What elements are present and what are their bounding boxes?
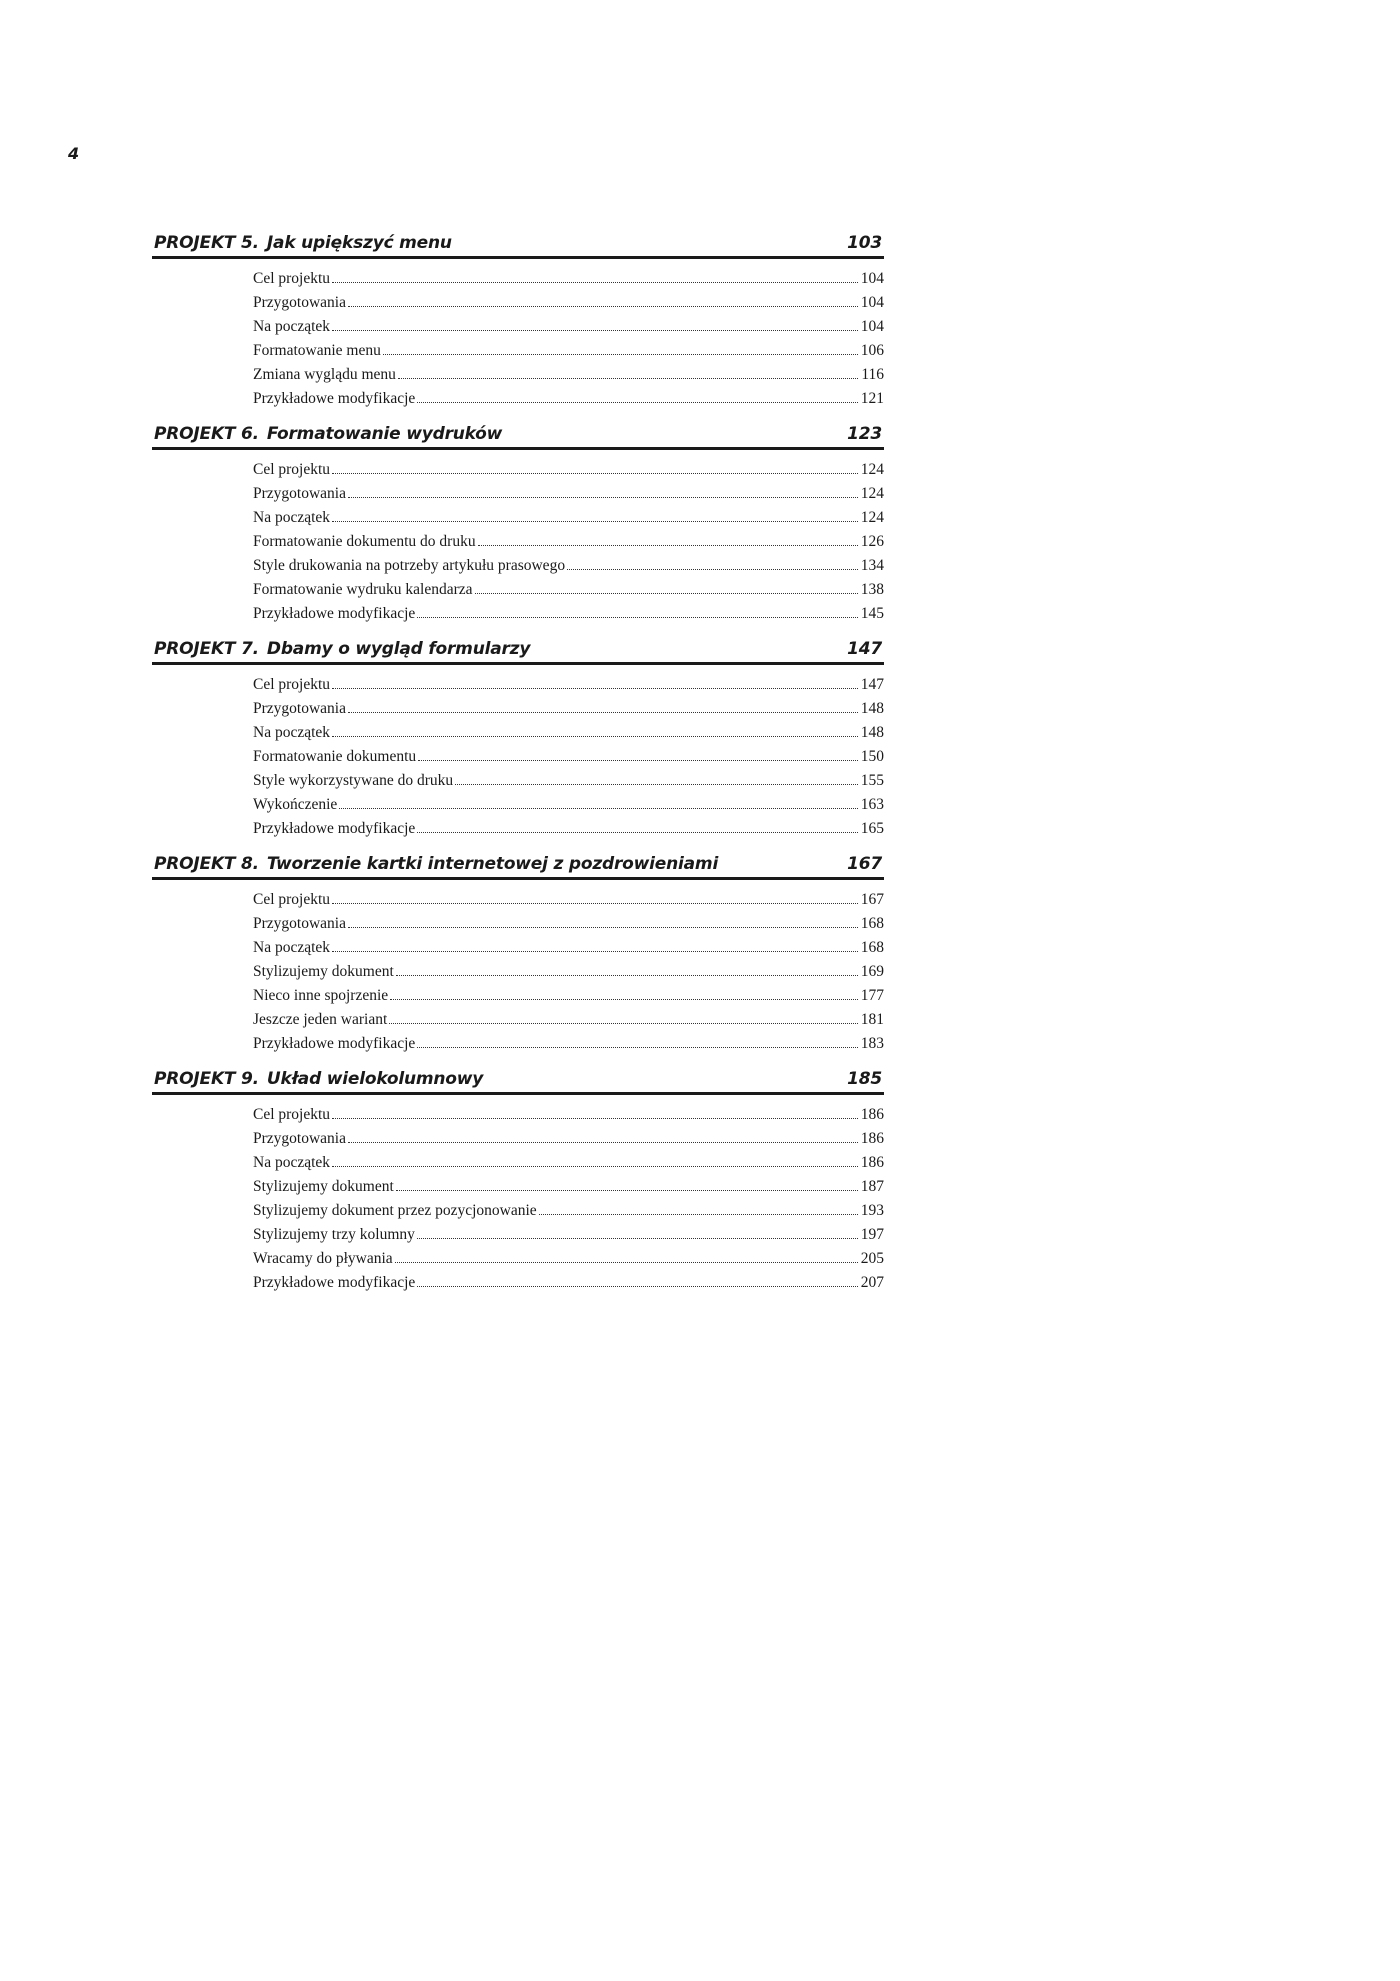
entry-title: Stylizujemy trzy kolumny: [253, 1226, 415, 1243]
dot-leader: [339, 807, 858, 809]
entry-page-number: 193: [860, 1202, 884, 1219]
entry-page-number: 124: [860, 461, 884, 478]
dot-leader: [348, 711, 858, 713]
project-title: Formatowanie wydruków: [266, 424, 503, 444]
dot-leader: [332, 687, 858, 689]
project-title: Układ wielokolumnowy: [266, 1069, 484, 1089]
dot-leader: [478, 544, 858, 546]
dot-leader: [395, 1261, 858, 1263]
entry-page-number: 116: [861, 366, 884, 383]
toc-entry: [253, 339, 884, 363]
entry-title: Cel projektu: [253, 891, 331, 908]
dot-leader: [348, 496, 858, 498]
toc-entry: [253, 960, 884, 984]
toc-entry: [253, 1151, 884, 1175]
entry-page-number: 197: [860, 1226, 884, 1243]
page-number: 4: [68, 144, 80, 163]
entry-page-number: 169: [860, 963, 884, 980]
entry-page-number: 106: [860, 342, 884, 359]
entry-title: Formatowanie wydruku kalendarza: [253, 581, 473, 598]
toc-entry: [253, 1032, 884, 1056]
project-heading: [152, 421, 884, 450]
entry-title: Stylizujemy dokument: [253, 1178, 394, 1195]
entry-page-number: 150: [860, 748, 884, 765]
toc-entry: [253, 267, 884, 291]
dot-leader: [348, 926, 858, 928]
entry-title: Przygotowania: [253, 485, 346, 502]
toc-entry: [253, 1271, 884, 1295]
entry-title: Cel projektu: [253, 461, 331, 478]
entry-page-number: 168: [860, 915, 884, 932]
toc-entry: [253, 578, 884, 602]
entry-list: [152, 888, 884, 1056]
entry-page-number: 163: [860, 796, 884, 813]
toc-entry: [253, 1127, 884, 1151]
entry-page-number: 187: [860, 1178, 884, 1195]
entry-title: Przygotowania: [253, 700, 346, 717]
project-title: Tworzenie kartki internetowej z pozdrowieniami: [266, 854, 719, 874]
dot-leader: [475, 592, 858, 594]
entry-page-number: 183: [860, 1035, 884, 1052]
entry-title: Stylizujemy dokument: [253, 963, 394, 980]
toc-entry: [253, 602, 884, 626]
dot-leader: [390, 998, 858, 1000]
toc-entry: [253, 1103, 884, 1127]
entry-title: Przykładowe modyfikacje: [253, 1274, 416, 1291]
entry-page-number: 186: [860, 1130, 884, 1147]
entry-page-number: 124: [860, 509, 884, 526]
entry-title: Cel projektu: [253, 676, 331, 693]
project-section: [152, 230, 884, 411]
toc-entry: [253, 769, 884, 793]
entry-title: Wracamy do pływania: [253, 1250, 393, 1267]
dot-leader: [396, 974, 858, 976]
project-label: PROJEKT 6.: [154, 424, 259, 444]
entry-title: Na początek: [253, 724, 331, 741]
project-heading: [152, 636, 884, 665]
toc-entry: [253, 1223, 884, 1247]
entry-page-number: 186: [860, 1154, 884, 1171]
entry-page-number: 167: [860, 891, 884, 908]
dot-leader: [332, 950, 858, 952]
dot-leader: [398, 377, 858, 379]
entry-title: Jeszcze jeden wariant: [253, 1011, 388, 1028]
dot-leader: [417, 616, 858, 618]
toc-entry: [253, 363, 884, 387]
entry-list: [152, 267, 884, 411]
entry-title: Przykładowe modyfikacje: [253, 1035, 416, 1052]
project-page-number: 103: [847, 233, 882, 253]
entry-title: Na początek: [253, 1154, 331, 1171]
entry-title: Stylizujemy dokument przez pozycjonowanie: [253, 1202, 537, 1219]
project-page-number: 147: [847, 639, 882, 659]
dot-leader: [396, 1189, 858, 1191]
entry-page-number: 121: [860, 390, 884, 407]
toc-entry: [253, 291, 884, 315]
entry-page-number: 126: [860, 533, 884, 550]
dot-leader: [389, 1022, 858, 1024]
project-page-number: 123: [847, 424, 882, 444]
project-section: [152, 1066, 884, 1295]
entry-list: [152, 673, 884, 841]
entry-page-number: 148: [860, 700, 884, 717]
dot-leader: [332, 520, 858, 522]
dot-leader: [332, 472, 858, 474]
project-page-number: 167: [847, 854, 882, 874]
toc-entry: [253, 721, 884, 745]
toc-entry: [253, 530, 884, 554]
entry-title: Nieco inne spojrzenie: [253, 987, 389, 1004]
entry-list: [152, 1103, 884, 1295]
dot-leader: [455, 783, 858, 785]
project-title: Jak upiększyć menu: [266, 233, 452, 253]
toc-entry: [253, 1175, 884, 1199]
entry-page-number: 138: [860, 581, 884, 598]
entry-title: Formatowanie menu: [253, 342, 381, 359]
dot-leader: [539, 1213, 858, 1215]
toc-entry: [253, 1199, 884, 1223]
entry-title: Przygotowania: [253, 1130, 346, 1147]
toc-entry: [253, 745, 884, 769]
entry-title: Formatowanie dokumentu: [253, 748, 417, 765]
toc-entry: [253, 984, 884, 1008]
entry-title: Formatowanie dokumentu do druku: [253, 533, 476, 550]
dot-leader: [332, 735, 858, 737]
entry-page-number: 181: [860, 1011, 884, 1028]
entry-page-number: 155: [860, 772, 884, 789]
dot-leader: [348, 305, 858, 307]
project-heading: [152, 1066, 884, 1095]
toc-entry: [253, 888, 884, 912]
entry-page-number: 165: [860, 820, 884, 837]
toc-entry: [253, 458, 884, 482]
entry-title: Na początek: [253, 318, 331, 335]
entry-title: Zmiana wyglądu menu: [253, 366, 396, 383]
entry-page-number: 104: [860, 318, 884, 335]
project-heading: [152, 851, 884, 880]
project-label: PROJEKT 5.: [154, 233, 259, 253]
entry-page-number: 104: [860, 270, 884, 287]
toc-entry: [253, 315, 884, 339]
project-heading: [152, 230, 884, 259]
entry-title: Wykończenie: [253, 796, 338, 813]
entry-title: Przygotowania: [253, 294, 346, 311]
entry-title: Przykładowe modyfikacje: [253, 605, 416, 622]
table-of-contents: [152, 230, 884, 1305]
entry-title: Style drukowania na potrzeby artykułu prasowego: [253, 557, 566, 574]
project-label: PROJEKT 8.: [154, 854, 259, 874]
dot-leader: [567, 568, 858, 570]
project-page-number: 185: [847, 1069, 882, 1089]
entry-page-number: 168: [860, 939, 884, 956]
entry-title: Przykładowe modyfikacje: [253, 390, 416, 407]
entry-page-number: 145: [860, 605, 884, 622]
entry-page-number: 147: [860, 676, 884, 693]
entry-page-number: 104: [860, 294, 884, 311]
dot-leader: [332, 902, 858, 904]
dot-leader: [332, 281, 858, 283]
entry-list: [152, 458, 884, 626]
dot-leader: [332, 1117, 858, 1119]
toc-entry: [253, 482, 884, 506]
entry-page-number: 207: [860, 1274, 884, 1291]
toc-entry: [253, 912, 884, 936]
toc-entry: [253, 1008, 884, 1032]
entry-title: Na początek: [253, 509, 331, 526]
toc-entry: [253, 793, 884, 817]
entry-page-number: 186: [860, 1106, 884, 1123]
project-section: [152, 636, 884, 841]
dot-leader: [417, 401, 858, 403]
project-label: PROJEKT 7.: [154, 639, 259, 659]
entry-page-number: 134: [860, 557, 884, 574]
project-section: [152, 851, 884, 1056]
project-section: [152, 421, 884, 626]
toc-entry: [253, 936, 884, 960]
entry-title: Style wykorzystywane do druku: [253, 772, 454, 789]
entry-page-number: 148: [860, 724, 884, 741]
dot-leader: [418, 759, 858, 761]
dot-leader: [332, 329, 858, 331]
toc-entry: [253, 387, 884, 411]
toc-entry: [253, 506, 884, 530]
toc-entry: [253, 1247, 884, 1271]
toc-entry: [253, 817, 884, 841]
toc-entry: [253, 554, 884, 578]
entry-title: Przykładowe modyfikacje: [253, 820, 416, 837]
project-label: PROJEKT 9.: [154, 1069, 259, 1089]
entry-page-number: 177: [860, 987, 884, 1004]
entry-title: Cel projektu: [253, 1106, 331, 1123]
dot-leader: [417, 1237, 858, 1239]
dot-leader: [417, 831, 858, 833]
entry-title: Przygotowania: [253, 915, 346, 932]
entry-page-number: 124: [860, 485, 884, 502]
dot-leader: [417, 1046, 858, 1048]
dot-leader: [348, 1141, 858, 1143]
entry-title: Cel projektu: [253, 270, 331, 287]
toc-entry: [253, 673, 884, 697]
entry-page-number: 205: [860, 1250, 884, 1267]
toc-entry: [253, 697, 884, 721]
dot-leader: [417, 1285, 858, 1287]
dot-leader: [383, 353, 858, 355]
entry-title: Na początek: [253, 939, 331, 956]
project-title: Dbamy o wygląd formularzy: [266, 639, 531, 659]
dot-leader: [332, 1165, 858, 1167]
